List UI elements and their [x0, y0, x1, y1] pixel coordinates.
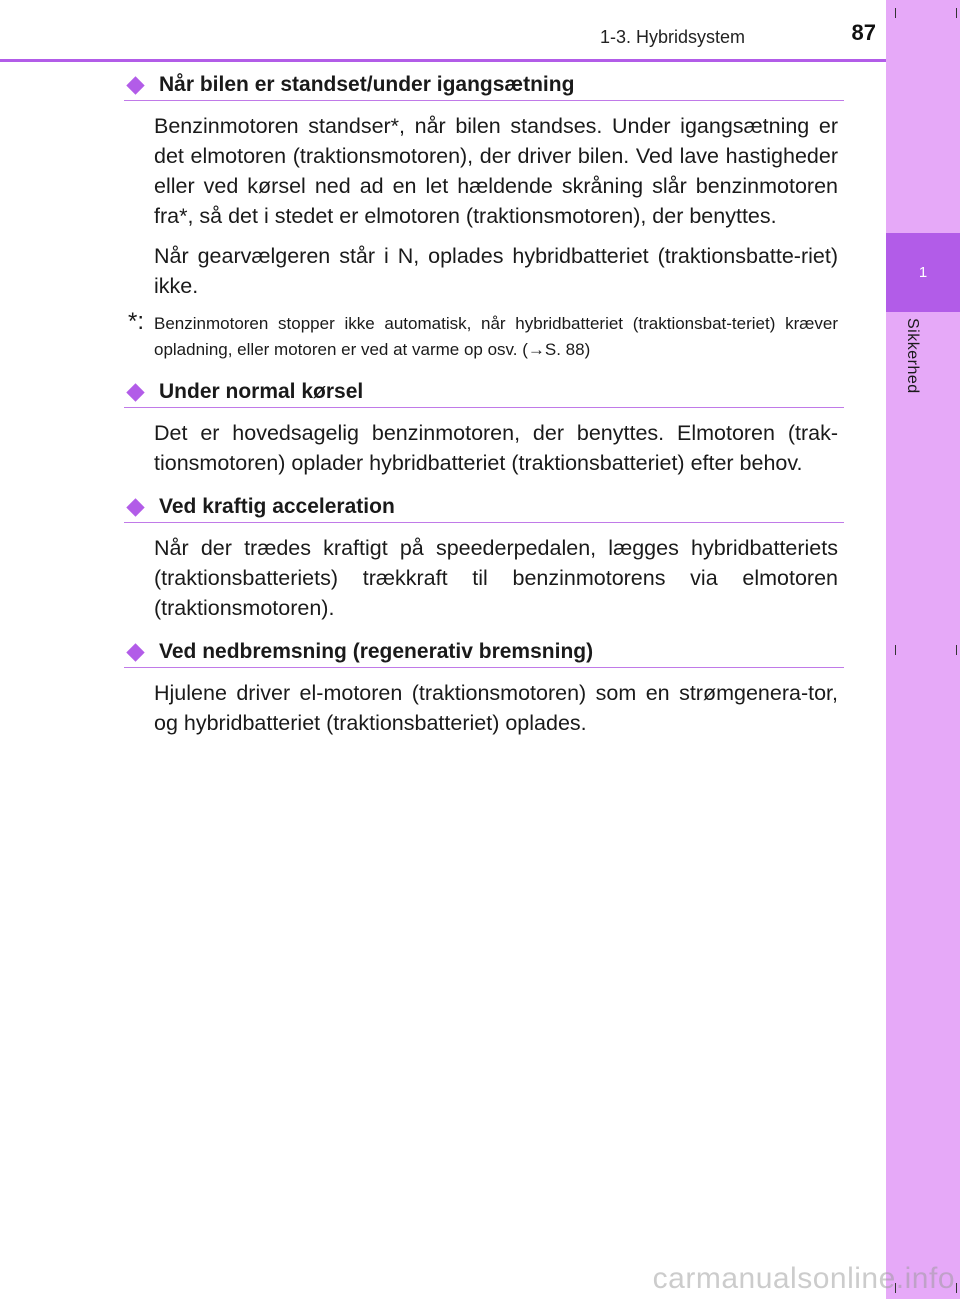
crop-mark	[956, 1283, 957, 1293]
footnote	[128, 308, 838, 363]
section-heading	[124, 492, 844, 523]
crop-mark	[956, 645, 957, 655]
footnote-mark: *:	[128, 308, 145, 335]
footnote-text: Benzinmotoren stopper ikke automatisk, når hybridbatteriet (traktionsbat-teriet) kræver opladning, eller motoren er ved at varme op osv. (→S. 88)	[154, 314, 838, 359]
chapter-title: Sikkerhed	[904, 318, 921, 394]
heading-text: Når bilen er standset/under igangsætning	[159, 73, 575, 96]
section-heading	[124, 637, 844, 668]
diamond-bullet-icon	[126, 76, 144, 94]
body-paragraph: Hjulene driver el-motoren (traktionsmotoren) som en strømgenera-tor, og hybridbatteriet (traktionsbatteriet) oplades.	[154, 681, 838, 735]
crop-mark	[895, 8, 896, 18]
crop-mark	[956, 8, 957, 18]
side-tab-bar	[886, 0, 960, 1299]
watermark: carmanualsonline.info	[652, 1262, 955, 1295]
section-normal-driving	[124, 377, 844, 478]
heading-text: Ved nedbremsning (regenerativ bremsning)	[159, 640, 594, 663]
section-acceleration	[124, 492, 844, 623]
chapter-number-tab[interactable]	[886, 233, 960, 312]
diamond-bullet-icon	[126, 383, 144, 401]
running-header-section: 1-3. Hybridsystem	[600, 27, 746, 47]
body-paragraph: Benzinmotoren standser*, når bilen standses. Under igangsætning er det elmotoren (traktionsmotoren), der driver bilen. Ved lave hastigheder eller ved kørsel ned ad en let hældende skråning slår benzinmotoren fra*, så det i stedet er elmotoren (traktionsmotoren), der benyttes.	[154, 114, 838, 228]
body-paragraph: Det er hovedsagelig benzinmotoren, der benyttes. Elmotoren (trak-tionsmotoren) oplader hybridbatteriet (traktionsbatteriet) efter behov.	[154, 421, 838, 475]
diamond-bullet-icon	[126, 498, 144, 516]
section-heading	[124, 377, 844, 408]
heading-text: Under normal kørsel	[159, 380, 364, 403]
diamond-bullet-icon	[126, 643, 144, 661]
heading-text: Ved kraftig acceleration	[159, 495, 395, 518]
body-paragraph: Når der trædes kraftigt på speederpedalen, lægges hybridbatteriets (traktionsbatteriets) trækkraft til benzinmotorens via elmotoren (traktionsmotoren).	[154, 536, 838, 620]
header-rule	[0, 59, 886, 62]
page-number: 87	[851, 20, 876, 45]
body-paragraph: Når gearvælgeren står i N, oplades hybridbatteriet (traktionsbatte-riet) ikke.	[154, 244, 838, 298]
section-standstill	[124, 70, 844, 363]
crop-mark	[895, 645, 896, 655]
section-braking	[124, 637, 844, 738]
chapter-number: 1	[918, 264, 928, 281]
page-body	[124, 70, 844, 752]
section-heading	[124, 70, 844, 101]
